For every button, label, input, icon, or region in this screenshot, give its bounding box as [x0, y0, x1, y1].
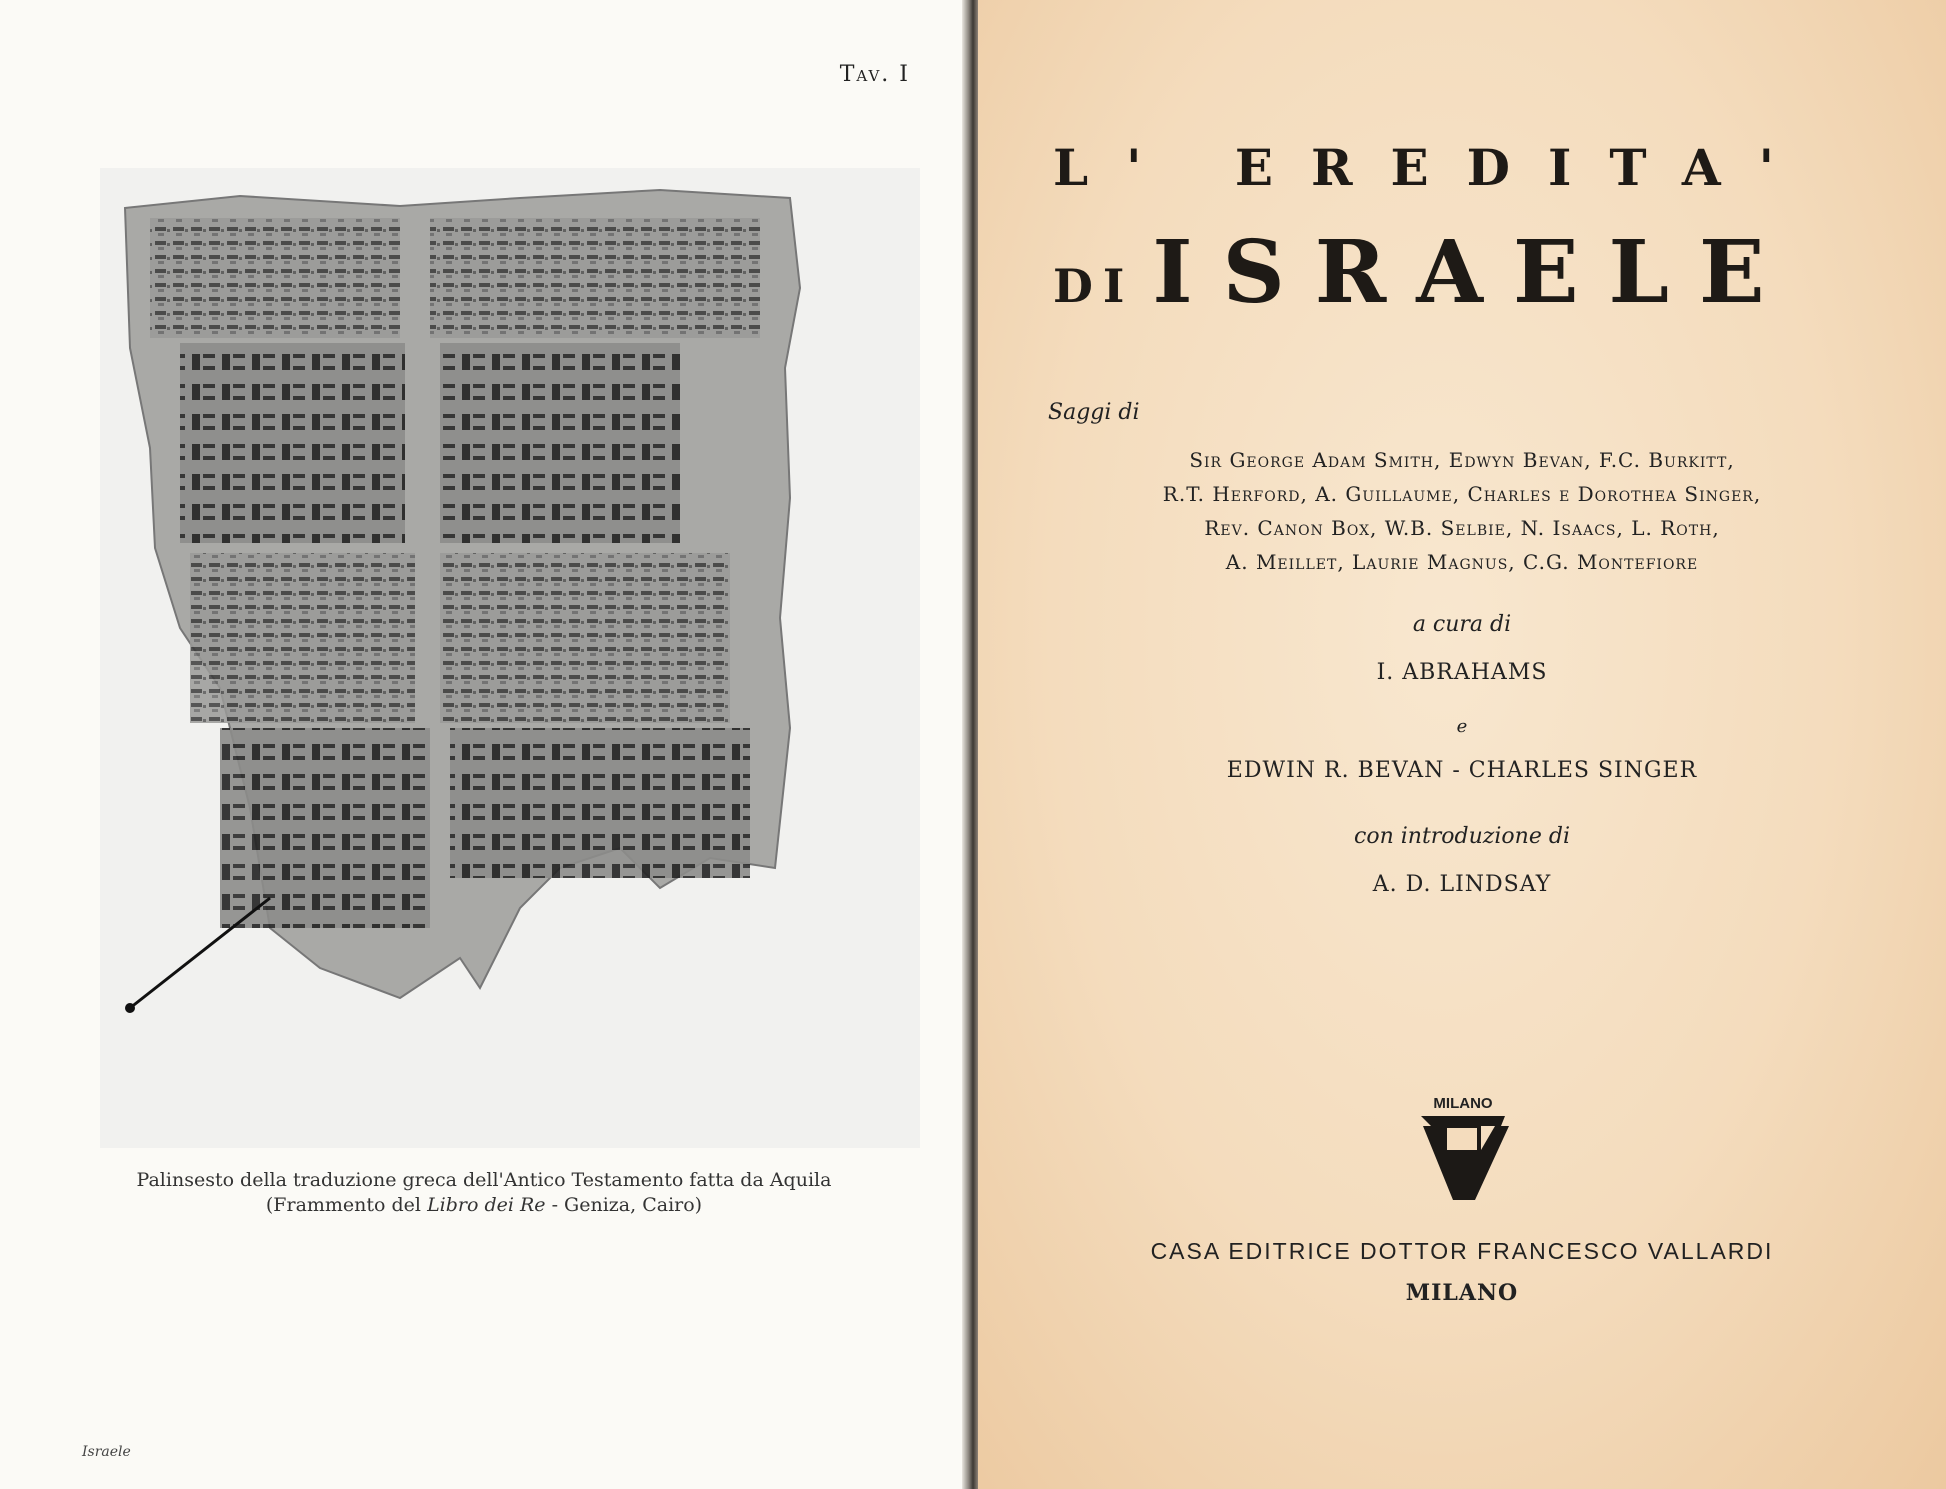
caption-line-1: Palinsesto della traduzione greca dell'Antico Testamento fatta da Aquila [136, 1169, 832, 1191]
introducer: A. D. LINDSAY [1372, 872, 1552, 897]
title-line-1: L' EREDITA' [1053, 138, 1812, 197]
a-cura-di: a cura di [1412, 612, 1512, 637]
editor-2: EDWIN R. BEVAN - CHARLES SINGER [1226, 758, 1698, 783]
plate-label: Tav. I [839, 62, 910, 87]
authors-line-2: R.T. Herford, A. Guillaume, Charles e Dorothea Singer, [1162, 482, 1762, 506]
palimpsest-photo [100, 168, 920, 1148]
authors-line-3: Rev. Canon Box, W.B. Selbie, N. Isaacs, L. Roth, [1204, 516, 1720, 540]
authors-line-1: Sir George Adam Smith, Edwyn Bevan, F.C. Burkitt, [1189, 448, 1735, 472]
publisher-city: MILANO [1405, 1280, 1519, 1306]
authors-line-4: A. Meillet, Laurie Magnus, C.G. Montefiore [1225, 550, 1699, 574]
con-introduzione-di: con introduzione di [1354, 824, 1570, 849]
editor-1: I. ABRAHAMS [1376, 660, 1548, 685]
caption-line-2: (Frammento del Libro dei Re - Geniza, Cairo) [265, 1194, 703, 1216]
title-di: DI [1053, 259, 1135, 313]
caption-book-title: Libro dei Re [427, 1194, 546, 1216]
left-page [0, 0, 968, 1489]
title-israele: ISRAELE [1152, 222, 1795, 323]
publisher-emblem-icon [1403, 1090, 1523, 1210]
saggi-label: Saggi di [1048, 400, 1140, 425]
logo-text: MILANO [1433, 1095, 1493, 1112]
palimpsest-illustration [100, 168, 920, 1148]
title-line-2 [1053, 222, 1903, 323]
signature-mark: Israele [82, 1444, 131, 1460]
publisher-name: CASA EDITRICE DOTTOR FRANCESCO VALLARDI [1150, 1238, 1774, 1264]
photo-caption [0, 1168, 968, 1218]
title-page [978, 0, 1946, 1489]
conjunction-e: e [1456, 716, 1468, 737]
publisher-logo [1403, 1090, 1523, 1210]
